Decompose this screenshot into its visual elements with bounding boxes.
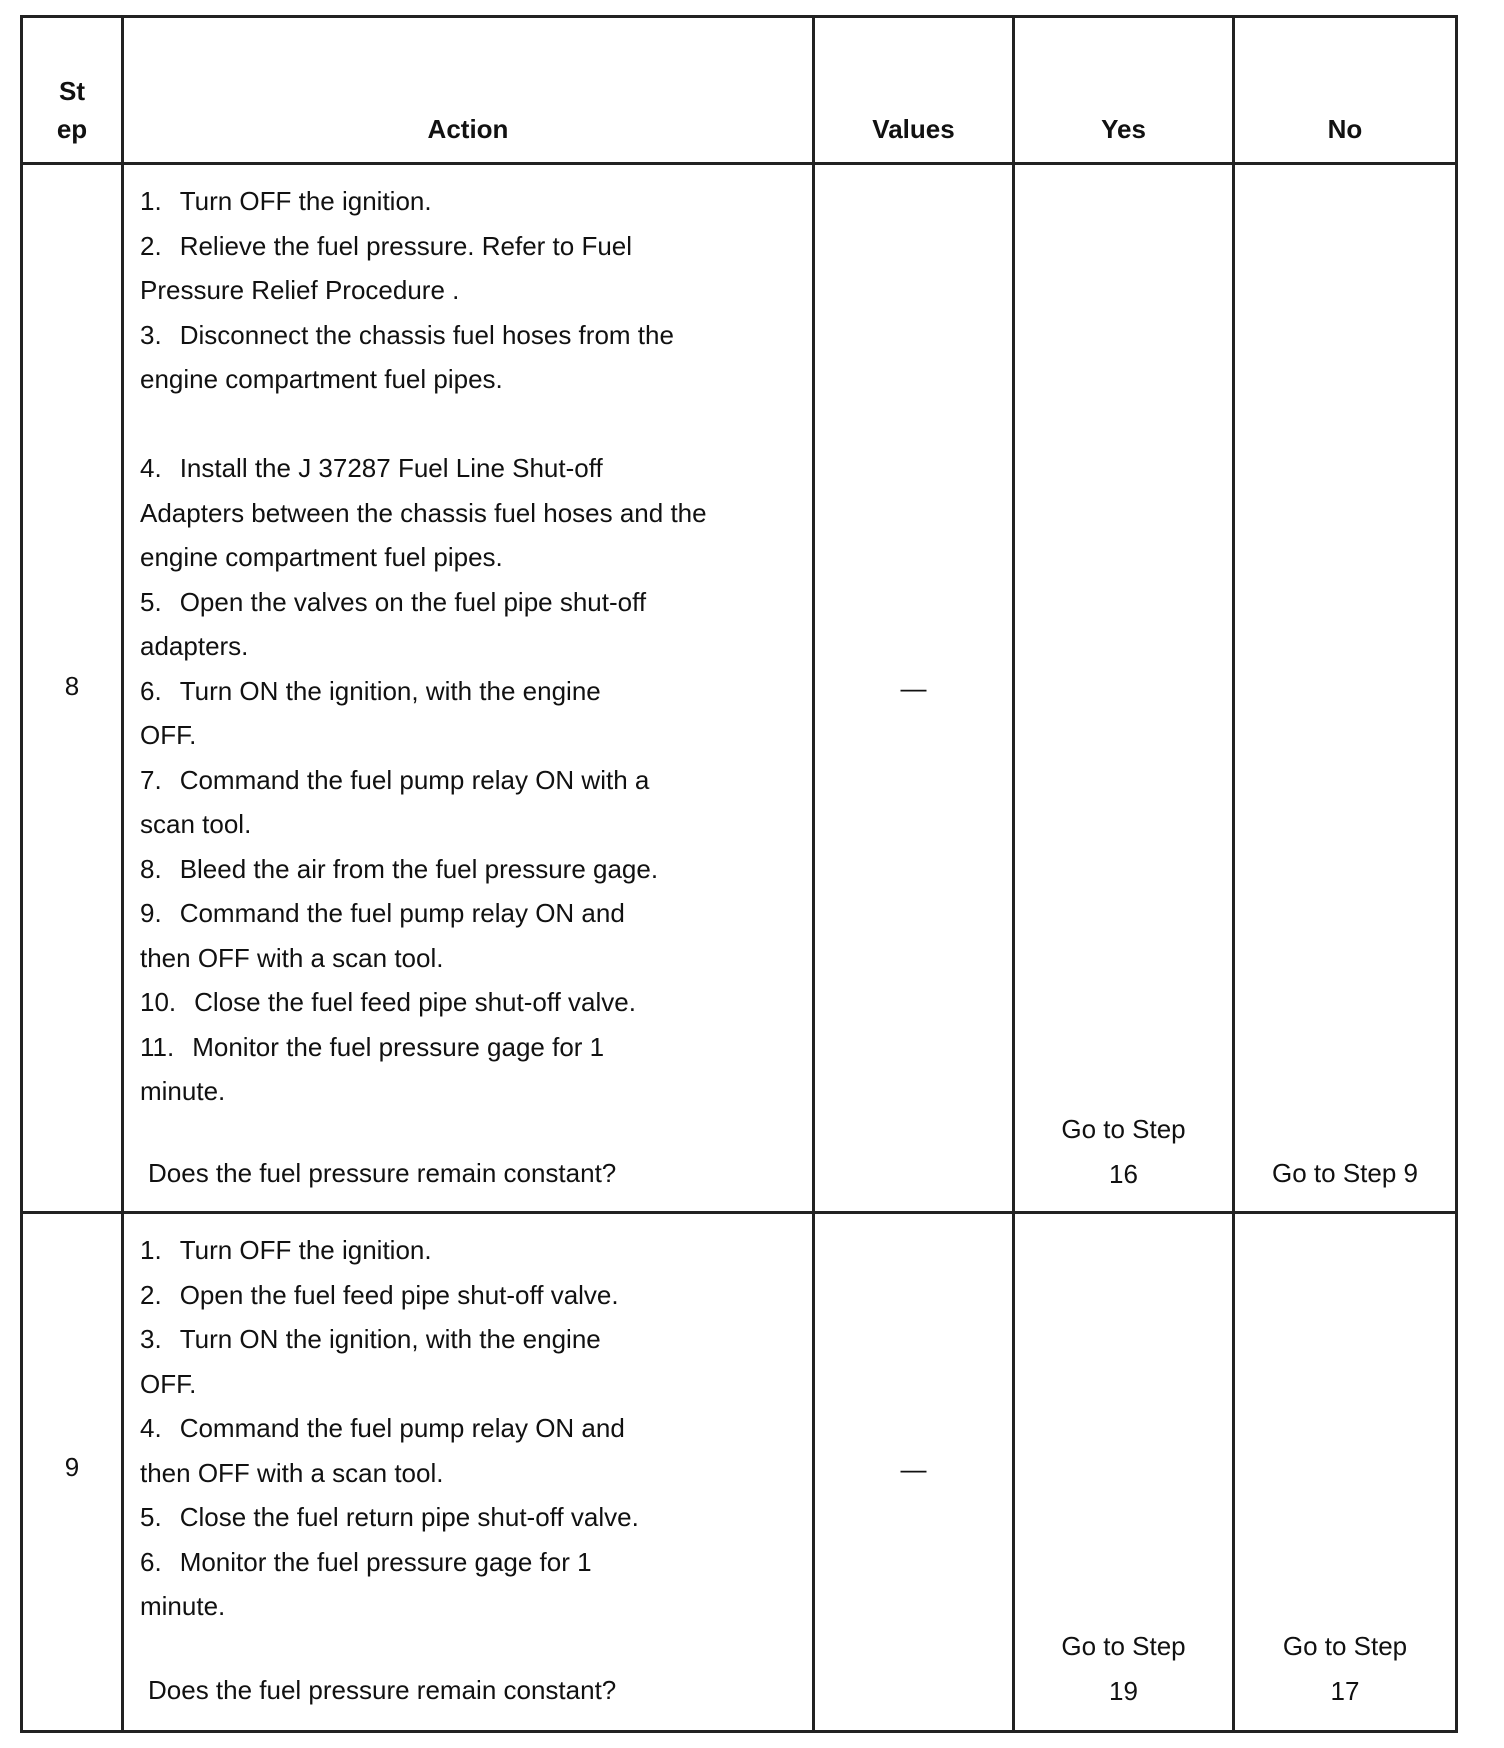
action-step-number: 5.: [140, 586, 162, 617]
action-line: [124, 1273, 812, 1318]
header-action: Action: [427, 114, 509, 144]
action-text: Monitor the fuel pressure gage for 1: [192, 1031, 605, 1062]
action-line: [124, 224, 812, 269]
action-line: [124, 1362, 812, 1407]
action-line: [124, 1584, 812, 1629]
action-step-number: 2.: [140, 230, 162, 261]
action-line: [124, 1228, 812, 1273]
no-link-step: 17: [1330, 1675, 1360, 1706]
action-line: [124, 357, 812, 402]
action-text: adapters.: [140, 631, 249, 661]
action-text: Relieve the fuel pressure. Refer to Fuel: [179, 230, 633, 261]
action-line: [124, 535, 812, 580]
action-line: [124, 1406, 812, 1451]
action-list: [124, 1228, 812, 1629]
header-yes: Yes: [1101, 114, 1146, 144]
action-line: [124, 1495, 812, 1540]
action-text: Turn OFF the ignition.: [179, 1235, 432, 1265]
column-divider: [1232, 15, 1235, 1733]
action-step-number: 9.: [140, 898, 162, 928]
action-line: [124, 179, 812, 224]
action-text: Open the valves on the fuel pipe shut-off: [179, 586, 647, 617]
action-text: Turn ON the ignition, with the engine: [179, 675, 601, 706]
action-text: then OFF with a scan tool.: [140, 1457, 444, 1488]
action-text: minute.: [140, 1591, 226, 1621]
action-text: OFF.: [140, 720, 197, 750]
action-text: then OFF with a scan tool.: [140, 942, 444, 973]
no-link-text: Go to Step: [1282, 1631, 1408, 1661]
action-step-number: 7.: [140, 764, 162, 795]
action-text: Command the fuel pump relay ON and: [179, 1413, 625, 1443]
no-cell: [1235, 1624, 1455, 1713]
action-step-number: 6.: [140, 1546, 162, 1577]
action-text: engine compartment fuel pipes.: [140, 364, 503, 394]
yes-cell: [1015, 1624, 1232, 1713]
action-line: [124, 580, 812, 625]
action-text: scan tool.: [140, 809, 252, 839]
action-text: Pressure Relief Procedure .: [140, 275, 460, 305]
action-line: [124, 624, 812, 669]
action-question: Does the fuel pressure remain constant?: [148, 1158, 617, 1188]
action-question: Does the fuel pressure remain constant?: [148, 1675, 617, 1705]
action-line: [124, 980, 812, 1025]
action-step-number: 5.: [140, 1502, 162, 1532]
action-line: [124, 936, 812, 981]
yes-link-step: 19: [1109, 1675, 1138, 1706]
header-values: Values: [872, 114, 955, 144]
header-step: [23, 72, 121, 148]
action-line: [124, 1317, 812, 1362]
row-divider: [20, 162, 1458, 165]
yes-link-step: 16: [1109, 1158, 1138, 1189]
action-line: [124, 758, 812, 803]
action-line: [124, 1540, 812, 1585]
action-line: [124, 891, 812, 936]
action-step-number: 2.: [140, 1279, 162, 1310]
action-step-number: 1.: [140, 186, 162, 216]
action-list: [124, 179, 812, 1114]
action-text: Adapters between the chassis fuel hoses and the: [140, 497, 707, 528]
action-step-number: 4.: [140, 1413, 162, 1443]
action-line: [124, 268, 812, 313]
action-line: [124, 446, 812, 491]
action-text: Command the fuel pump relay ON with a: [179, 764, 650, 795]
action-step-number: 8.: [140, 853, 162, 884]
action-line: [124, 713, 812, 758]
header-no: No: [1327, 114, 1363, 144]
yes-link-text: Go to Step: [1061, 1114, 1186, 1144]
action-text: Install the J 37287 Fuel Line Shut-off: [179, 453, 603, 483]
action-text: Command the fuel pump relay ON and: [179, 898, 625, 928]
action-step-number: 10.: [140, 987, 177, 1017]
yes-cell: [1015, 1107, 1232, 1196]
action-step-number: 4.: [140, 453, 162, 483]
action-text: engine compartment fuel pipes.: [140, 542, 503, 572]
action-line: [124, 847, 812, 892]
yes-link-text: Go to Step: [1061, 1631, 1186, 1661]
action-step-number: 11.: [140, 1031, 175, 1062]
action-line: [124, 491, 812, 536]
no-cell: [1235, 1151, 1455, 1196]
action-text: Open the fuel feed pipe shut-off valve.: [179, 1279, 619, 1310]
action-text: Turn ON the ignition, with the engine: [179, 1324, 601, 1354]
action-step-number: 3.: [140, 319, 162, 350]
action-line: [124, 313, 812, 358]
action-text: Bleed the air from the fuel pressure gage.: [179, 853, 659, 884]
action-line: [124, 1451, 812, 1496]
action-line: [124, 402, 812, 447]
action-line: [124, 669, 812, 714]
action-line: [124, 1025, 812, 1070]
action-text: OFF.: [140, 1368, 197, 1399]
action-step-number: 1.: [140, 1235, 162, 1265]
row-divider: [20, 1211, 1458, 1214]
action-line: [124, 802, 812, 847]
values-cell: —: [900, 673, 927, 703]
step-number: 8: [64, 671, 80, 701]
action-text: Close the fuel feed pipe shut-off valve.: [194, 987, 636, 1017]
action-text: Monitor the fuel pressure gage for 1: [179, 1546, 592, 1577]
action-step-number: 3.: [140, 1324, 162, 1354]
action-line: [124, 1069, 812, 1114]
action-text: Close the fuel return pipe shut-off valve.: [179, 1502, 639, 1532]
column-divider: [1012, 15, 1015, 1733]
values-cell: —: [900, 1454, 927, 1484]
header-step-line2: ep: [56, 114, 88, 144]
header-step-line1: St: [59, 76, 85, 106]
action-step-number: 6.: [140, 675, 162, 706]
step-number: 9: [64, 1452, 80, 1482]
action-text: Disconnect the chassis fuel hoses from the: [179, 319, 674, 350]
no-link-text: Go to Step 9: [1272, 1158, 1418, 1188]
action-text: Turn OFF the ignition.: [179, 186, 432, 216]
action-text: minute.: [140, 1076, 226, 1106]
